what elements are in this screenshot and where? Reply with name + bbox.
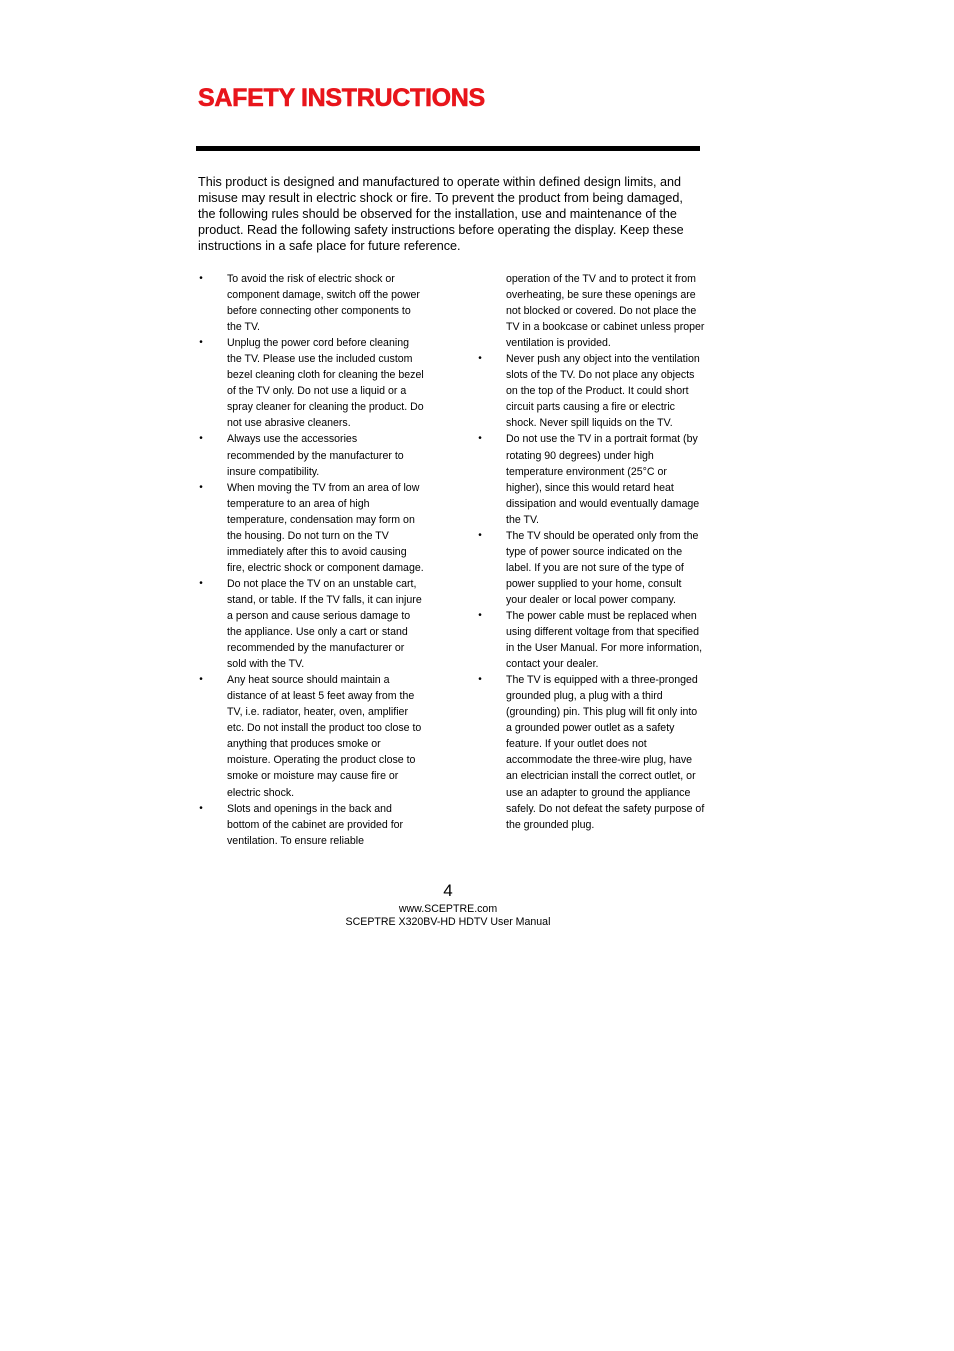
list-item-text: The TV should be operated only from the type of power source indicated on the label. If you are not sure of the type of power supplied to your home, consult your dealer or local power company. [506, 529, 699, 606]
bullet-icon: • [478, 674, 482, 686]
list-item-text: When moving the TV from an area of low temperature to an area of high temperature, condensation may form on the housing. Do not turn on the TV immediately after this to avoid causing fire, electric shock or component damage. [227, 481, 424, 574]
list-item [475, 431, 705, 527]
list-item [196, 576, 424, 672]
footer-url: www.SCEPTRE.com [398, 903, 498, 915]
list-item-text: To avoid the risk of electric shock or component damage, switch off the power before connecting other components to the TV. [227, 273, 420, 334]
list-item [196, 431, 424, 479]
bullet-icon: • [199, 273, 203, 284]
list-item-continuation [475, 271, 705, 351]
bullet-icon: • [478, 609, 482, 621]
bullet-icon: • [199, 577, 203, 589]
list-item [196, 480, 424, 576]
list-item [475, 351, 705, 431]
bullet-icon: • [478, 529, 482, 541]
list-item-text: The power cable must be replaced when using different voltage from that specified in the User Manual. For more information, contact your dealer. [506, 609, 703, 671]
list-item-text: Unplug the power cord before cleaning the TV. Please use the included custom bezel cleaning cloth for cleaning the bezel of the TV only. Do not use a liquid or a spray cleaner for cleaning the product. Do not use abrasive cleaners. [227, 337, 424, 430]
bullet-icon: • [199, 802, 203, 814]
list-item [475, 528, 705, 608]
right-instructions-column [475, 271, 705, 833]
list-item-text: Any heat source should maintain a distance of at least 5 feet away from the TV, i.e. radiator, heater, oven, amplifier etc. Do not install the product too close to anything that produces smoke or moisture. Operating the product close to smoke or moisture may cause fire or electric shock. [227, 674, 422, 799]
list-item-text: Do not place the TV on an unstable cart, stand, or table. If the TV falls, it can injure a person and cause serious damage to the appliance. Use only a cart or stand recommended by the manufacturer or sold with the TV. [227, 577, 422, 671]
list-item [196, 335, 424, 431]
bullet-icon: • [199, 337, 203, 349]
list-item-text: The TV is equipped with a three-pronged grounded plug, a plug with a third (grounding) pin. This plug will fit only into a grounded power outlet as a safety feature. If your outlet does not accommodate the three-wire plug, have an electrician install the correct outlet, or use an adapter to ground the appliance safely. Do not defeat the safety purpose of the grounded plug. [506, 674, 705, 831]
list-item-text: operation of the TV and to protect it from overheating, be sure these openings are not blocked or covered. Do not place the TV in a bookcase or cabinet unless proper ventilation is provided. [506, 273, 705, 350]
intro-paragraph: This product is designed and manufactured to operate within defined design limits, and misuse may result in electric shock or fire. To prevent the product from being damaged, the following rules should be observed for the installation, use and maintenance of the product. Read the following safety instructions before operating the display. Keep these instructions in a safe place for future reference. [198, 175, 684, 253]
bullet-icon: • [199, 674, 203, 686]
bullet-icon: • [478, 433, 482, 445]
list-item [196, 672, 424, 800]
list-item-text: Always use the accessories recommended by the manufacturer to insure compatibility. [227, 433, 404, 478]
list-item-text: Do not use the TV in a portrait format (by rotating 90 degrees) under high temperature environment (25°C or higher), since this would retard heat dissipation and would eventually damage the TV. [506, 433, 700, 526]
footer-manual-title: SCEPTRE X320BV-HD HDTV User Manual [345, 916, 551, 928]
list-item-text: Never push any object into the ventilation slots of the TV. Do not place any objects on the top of the Product. It could short circuit parts causing a fire or electric shock. Never spill liquids on the TV. [506, 353, 700, 430]
list-item-text: Slots and openings in the back and bottom of the cabinet are provided for ventilation. To ensure reliable [227, 802, 404, 847]
list-item [196, 801, 424, 849]
left-instructions-column [196, 271, 424, 849]
bullet-icon: • [199, 433, 203, 445]
page-title: SAFETY INSTRUCTIONS [198, 84, 485, 112]
list-item [196, 271, 424, 335]
page-number: 4 [443, 881, 453, 900]
bullet-icon: • [478, 353, 482, 365]
title-divider [196, 146, 700, 151]
list-item [475, 672, 705, 832]
bullet-icon: • [199, 481, 203, 493]
list-item [475, 608, 705, 672]
